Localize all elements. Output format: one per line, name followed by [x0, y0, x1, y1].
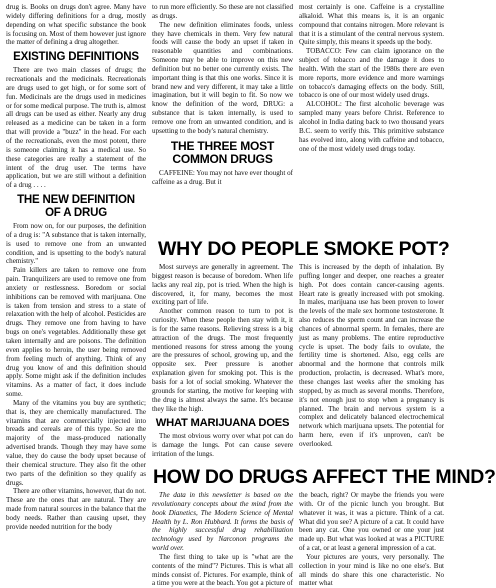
- alcohol-paragraph: ALCOHOL: The first alcoholic beverage was sampled many years before Christ. Reference to alcohol in India dating back to two thousand years B.C. seem to verify this. This primitive substance has evolved into, along with caffeine and tobacco, one of the most widely used drugs today.: [299, 100, 444, 153]
- marijuana-does-paragraph: The most obvious worry over what pot can do is damage the lungs. Pot can cause severe irritation of the lungs.: [152, 432, 293, 459]
- what-marijuana-does-heading: WHAT MARIJUANA DOES: [155, 417, 290, 430]
- column-2-paragraph-2: The new definition eliminates foods, unless they have chemicals in them. Very few natural foods will cause the body an upset if taken in reasonable quantities and combinations. Someone may be able to improve on this new definition but no better one currently exists. The important thing is that this one works. Since it is brand new and very different, it may take a little imagination, but it will begin to fit. So now we know the definition of the word, DRUG: a substance that is taken internally, is used to remove one from an unwanted condition, and is upsetting to the body's natural chemistry.: [152, 20, 293, 135]
- new-definition-paragraph-4: There are other vitamins, however, that do not. These are the ones that are natural. They are made from natural sources in the balance that the body needs. Rather than causing upset, they provide needed nutrition for the body: [6, 487, 146, 531]
- drugs-affect-mind-headline: HOW DO DRUGS AFFECT THE MIND?: [153, 466, 496, 488]
- column-3: [299, 3, 444, 153]
- caffeine-continued-paragraph: most certainly is one. Caffeine is a crystalline alkaloid. What this means is, it is an organic compound that contains nitrogen. More relevant is that it is a stimulant of the central nervous system. Quite simply, this means it speeds up the body.: [299, 3, 444, 47]
- existing-definitions-paragraph: There are two main classes of drugs; the recreationals and the medicinals. Recreationals are drugs used to get high, or for some sort of fun. Medicinals are the drugs used in medicines or for some medical purpose. The truth is, almost all drugs can be used as either. Nearly any drug released as a medicine can be taken in a form that will provide a "buzz" in the head. For each of the recreationals, even the most potent, there is someone claiming it has a medical use. So these categories are really a statement of the intent of the drug user. The terms have application, but we are still without a definition of a drug . . . .: [6, 66, 146, 190]
- mind-right-paragraph-1: the beach, right? Or maybe the friends you were with. Or of the picnic lunch you brought. But whatever it was, it was a picture. Think of a cat. What did you see? A picture of a cat. It could have been any cat. One you owned or one your just made up. But what was looked at was a PICTURE of a cat, or at least a general impression of a cat.: [299, 491, 444, 553]
- intro-paragraph: drug is. Books on drugs don't agree. Many have widely differing definitions for a drug, mostly depending on what specific substance the book is focusing on. Most of them however just ignore the matter of defining a drug altogether.: [6, 3, 146, 47]
- caffeine-paragraph: CAFFEINE: You may not have ever thought of caffeine as a drug. But it: [152, 168, 293, 186]
- mind-left-column: [152, 491, 293, 588]
- tobacco-paragraph: TOBACCO: Few can claim ignorance on the subject of tobacco and the damage it does to health. With the start of the 1980s there are even more reports, more evidence and more warnings on tobacco's damaging effects on the body. Still, tobacco is one of our most widely used drugs.: [299, 47, 444, 100]
- pot-paragraph-1: Most surveys are generally in agreement. The biggest reason is because of boredom. When life lacks any real zip, pot is tried. When the high is discovered, it, for many, becomes the most exciting part of life.: [152, 263, 293, 307]
- new-definition-paragraph-3: Many of the vitamins you buy are synthetic; that is, they are chemically manufactured. The vitamins that are commercially injected into breads and cereals are of this type. So are the majority of the mass-produced nationally advertised brands. Though they may have some value, they do cause the body upset because of their chemical structure. They also fit the other two parts of the definition so they qualify as drugs.: [6, 398, 146, 487]
- mind-right-column: [299, 491, 444, 588]
- mind-intro-italic: The data in this newsletter is based on the revolutionary concepts about the mind from the book Dianetics, The Modern Science of Mental Health by L. Ron Hubbard. It forms the basis of the highly successful drug rehabilitation technology used by Narconon programs the world over.: [152, 491, 293, 553]
- mind-right-paragraph-2: Your pictures are yours, very personally. The collection in your mind is like no one else's. But all minds do share this one characteristic. No matter what: [299, 552, 444, 588]
- existing-definitions-heading: EXISTING DEFINITIONS: [13, 51, 139, 64]
- pot-left-column: [152, 263, 293, 459]
- column-1: [6, 3, 146, 532]
- pot-paragraph-2: Another common reason to turn to pot is curiosity. When these people then stay with it, it is for the same reasons. Relieving stress is a big attraction of the drugs. The most frequently mentioned reasons for stress among the young are the pressures of school, growing up, and the opposite sex. Peer pressure is another explanation given for smoking pot. This is the basis for a lot of social smoking. Whatever the grounds for starting, the motive for keeping with the drug is almost always the same. It's because they like the high.: [152, 307, 293, 413]
- new-definition-heading: THE NEW DEFINITION OF A DRUG: [17, 194, 135, 219]
- pot-right-column: [299, 263, 444, 449]
- new-definition-paragraph-1: From now on, for our purposes, the definition of a drug is: "A substance that is taken internally, is used to remove one from an unwanted condition, and is upsetting to the body's natural chemistry.": [6, 222, 146, 266]
- mind-paragraph-1: The first thing to take up is "what are the contents of the mind"? Pictures. This is what all minds consist of. Pictures. For example, think of a time you were at the beach. You got a picture of: [152, 552, 293, 588]
- pot-right-paragraph: This is increased by the depth of inhalation. By puffing longer and deeper, one reaches a greater high. Pot does contain cancer-causing agents. Heart rate is greatly increased with pot smoking. In males, marijuana use has been proven to lower the levels of the male sex hormone testosterone. It also reduces the sperm count and can increase the chances of abnormal sperm. In females, there are just as many problems. The entire reproductive cycle is upset. The body fails to ovulate, the fertility time is shortened. Also, egg cells are abnormal and the hormone that controls milk production, prolactin, is decreased. What's more, these changes last weeks after the smoking has stopped, by as much as several months. Therefore, it's not enough just to stop when a pregnancy is planned. The brain and nervous system is a complex and delicately balanced electrochemical network which marijuana upsets. The potential for harm here, even if it's unproven, can't be overlooked.: [299, 263, 444, 448]
- why-smoke-pot-headline: WHY DO PEOPLE SMOKE POT?: [158, 238, 450, 260]
- column-2-paragraph-1: to run more efficiently. So these are not classified as drugs.: [152, 3, 293, 20]
- column-2: [152, 3, 293, 186]
- new-definition-paragraph-2: Pain killers are taken to remove one from pain. Tranquilizers are used to remove one from anxiety or restlessness. Boredom or social inhibitions can be removed with marijuana. One is taken from tension and stress to a state of relaxation with the help of alcohol. Pesticides are drugs. They remove one from having to have bugs on one's vegetables. Additionally these get taken internally and are poisons. The definition even applies to heroin, the user being removed from feeling much of anything. Think of any drug you know of and this definition should apply. Some might ask if the definition includes vitamins. As a matter of fact, it does include some.: [6, 266, 146, 399]
- three-most-common-drugs-heading: THE THREE MOST COMMON DRUGS: [170, 138, 275, 166]
